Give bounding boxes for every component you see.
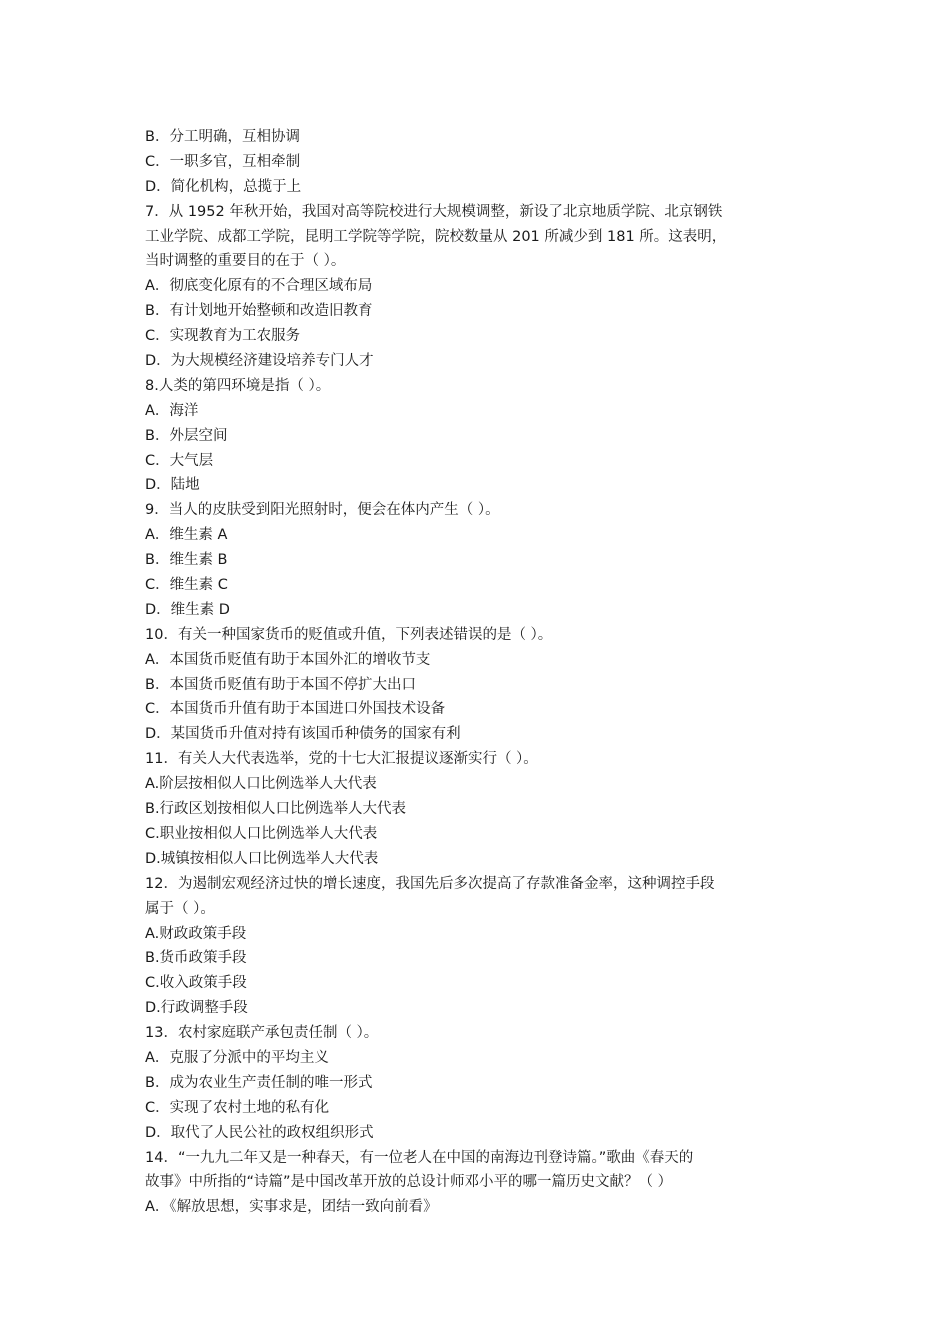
question-9: 9．当人的皮肤受到阳光照射时，便会在体内产生（ ）。	[145, 502, 500, 519]
option-7d: D．为大规模经济建设培养专门人才	[145, 353, 374, 370]
option-11b: B.行政区划按相似人口比例选举人大代表	[145, 801, 407, 818]
option-11c: C.职业按相似人口比例选举人大代表	[145, 825, 378, 842]
option-6d: D．简化机构，总揽于上	[145, 178, 302, 195]
option-8a: A．海洋	[145, 402, 199, 419]
option-13c: C．实现了农村土地的私有化	[145, 1099, 330, 1116]
option-14a: A．《解放思想，实事求是，团结一致向前看》	[145, 1199, 438, 1216]
question-14-line-1: 14．“一九九二年又是一种春天，有一位老人在中国的南海边刊登诗篇。”歌曲《春天的	[145, 1149, 694, 1166]
option-6c: C．一职多官，互相牵制	[145, 153, 301, 170]
option-10c: C．本国货币升值有助于本国进口外国技术设备	[145, 701, 446, 718]
option-12a: A.财政政策手段	[145, 925, 247, 942]
option-11d: D.城镇按相似人口比例选举人大代表	[145, 850, 379, 867]
option-10a: A．本国货币贬值有助于本国外汇的增收节支	[145, 651, 431, 668]
option-8c: C．大气层	[145, 452, 214, 469]
document-body	[145, 125, 815, 1220]
option-13d: D．取代了人民公社的政权组织形式	[145, 1124, 374, 1141]
option-8b: B．外层空间	[145, 427, 228, 444]
option-10b: B．本国货币贬值有助于本国不停扩大出口	[145, 676, 416, 693]
option-7c: C．实现教育为工农服务	[145, 328, 301, 345]
option-10d: D．某国货币升值对持有该国币种债务的国家有利	[145, 726, 461, 743]
option-8d: D．陆地	[145, 477, 200, 494]
option-11a: A.阶层按相似人口比例选举人大代表	[145, 776, 377, 793]
option-9c: C．维生素 C	[145, 577, 228, 594]
question-12-line-1: 12．为遏制宏观经济过快的增长速度，我国先后多次提高了存款准备金率，这种调控手段	[145, 875, 715, 892]
question-14-line-2: 故事》中所指的“诗篇”是中国改革开放的总设计师邓小平的哪一篇历史文献？（ ）	[145, 1174, 673, 1191]
option-9b: B．维生素 B	[145, 552, 228, 569]
option-12b: B.货币政策手段	[145, 950, 247, 967]
option-12d: D.行政调整手段	[145, 1000, 248, 1017]
question-13: 13．农村家庭联产承包责任制（ ）。	[145, 1025, 379, 1042]
question-10: 10．有关一种国家货币的贬值或升值，下列表述错误的是（ ）。	[145, 626, 553, 643]
question-7-line-1: 7．从 1952 年秋开始，我国对高等院校进行大规模调整，新设了北京地质学院、北京钢铁	[145, 203, 723, 220]
question-7-line-2: 工业学院、成都工学院，昆明工学院等学院，院校数量从 201 所减少到 181 所。这表明，	[145, 228, 727, 245]
option-9d: D．维生素 D	[145, 601, 230, 618]
option-12c: C.收入政策手段	[145, 975, 247, 992]
question-8: 8.人类的第四环境是指（ ）。	[145, 377, 331, 394]
option-6b: B．分工明确，互相协调	[145, 129, 300, 145]
option-7b: B．有计划地开始整顿和改造旧教育	[145, 303, 373, 320]
question-12-line-2: 属于（ ）。	[145, 900, 215, 917]
option-13b: B．成为农业生产责任制的唯一形式	[145, 1074, 373, 1091]
question-7-line-3: 当时调整的重要目的在于（ ）。	[145, 253, 346, 270]
option-7a: A．彻底变化原有的不合理区域布局	[145, 278, 373, 295]
option-13a: A．克服了分派中的平均主义	[145, 1049, 329, 1066]
question-11: 11．有关人大代表选举，党的十七大汇报提议逐渐实行（ ）。	[145, 751, 538, 768]
option-9a: A．维生素 A	[145, 527, 228, 544]
